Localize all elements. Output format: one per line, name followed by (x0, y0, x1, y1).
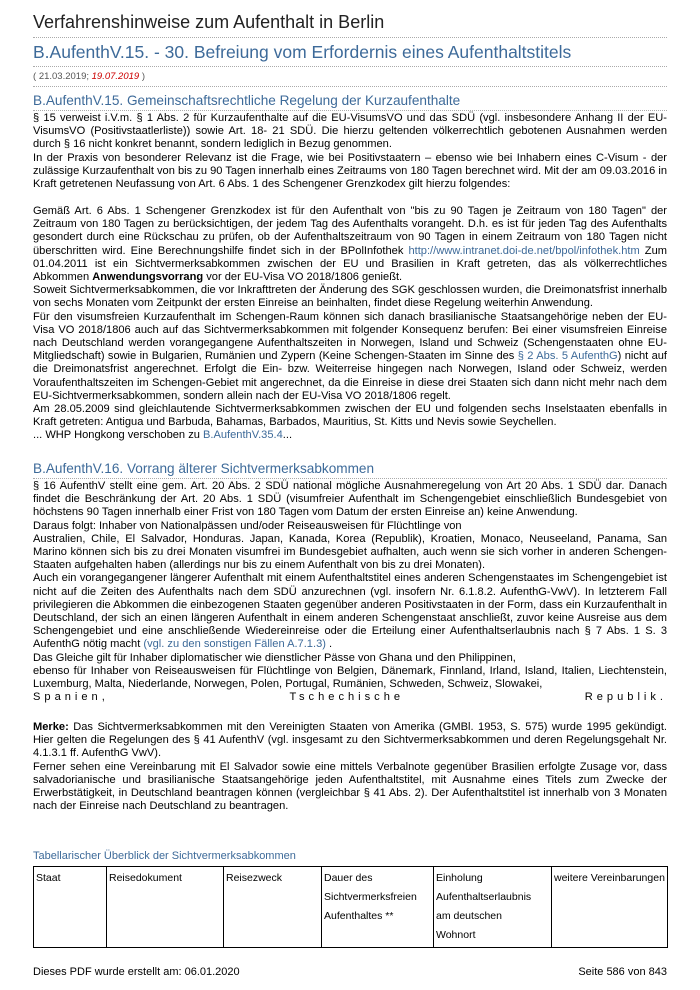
paragraph: Auch ein vorangegangener längerer Aufenthalt mit einem Aufenthaltstitel eines anderen Schengenstaates im Schengengebiet ist nicht auf die Zeiten des Aufenthalts nach dem SDÜ anzurechnen (vgl. insofern Nr. 6.1.8.2. AufenthG-VwV). In letzterem Fall privilegieren die Abkommen die einbezogenen Staaten gegenüber anderen Positivstaaten in der Form, dass ein Kurzaufenthalt in Deutschland, der sich an einen längeren Aufenthalt in einem anderen Schengenstaat anschließt, zuvor keine Ausreise aus dem Schengengebiet und eine anschließende Wiedereinreise oder die Erteilung einer Aufenthaltserlaubnis nach § 7 Abs. 1 S. 3 AufenthG nötig macht (vgl. zu den sonstigen Fällen A.7.1.3) . (33, 572, 667, 651)
a-7-1-3-link[interactable]: (vgl. zu den sonstigen Fällen A.7.1.3) (143, 638, 326, 651)
merke-block (33, 721, 667, 813)
paragraph: Daraus folgt: Inhaber von Nationalpässen und/oder Reiseausweisen für Flüchtlinge von (33, 519, 462, 532)
dates-divider (33, 86, 667, 87)
subsection-16-title: B.AufenthV.16. Vorrang älterer Sichtvermerksabkommen (33, 461, 375, 476)
paragraph: Am 28.05.2009 sind gleichlautende Sichtvermerksabkommen zwischen der EU und folgenden sechs Inselstaaten ebenfalls in Kraft getreten: Antigua und Barbuda, Bahamas, Barbados, Mauritius, St. Kitts und Nevis sowie Seychellen. (33, 403, 667, 429)
paragraph: § 16 AufenthV stellt eine gem. Art. 20 Abs. 2 SDÜ national mögliche Ausnahmeregelung von Art 20 Abs. 1 SDÜ dar. Danach findet die Beschränkung der Art. 20 Abs. 1 SDÜ (visumfreier Aufenthalt im Schengengebiet einschließlich Bundesgebiet von höchstens 90 Tagen innerhalb einer Frist von 180 Tagen vom Datum der ersten Einreise an) keine Anwendung. (33, 480, 667, 519)
table-header-cell: weitere Vereinbarungen (552, 867, 668, 948)
section-dates: ( 21.03.2019; 19.07.2019 ) (33, 71, 145, 82)
subsection-15-title: B.AufenthV.15. Gemeinschaftsrechtliche Regelung der Kurzaufenthalte (33, 93, 461, 108)
table-caption: Tabellarischer Überblick der Sichtvermerksabkommen (33, 850, 296, 862)
subsection-15-body-2 (33, 205, 667, 443)
header-title: Verfahrenshinweise zum Aufenthalt in Berlin (33, 12, 385, 32)
table-header-cell: Reisezweck (224, 867, 322, 948)
footer-page-number: Seite 586 von 843 (578, 966, 667, 978)
table-header-cell: Dauer des Sichtvermerksfreien Aufenthaltes ** (322, 867, 434, 948)
paragraph: ebenso für Inhaber von Reiseausweisen für Flüchtlinge von Belgien, Dänemark, Finnland, Irland, Island, Italien, Liechtenstein, Luxemburg, Malta, Niederlande, Norwegen, Polen, Portugal, Rumänien, Schweden, Schweiz, Slowakei, (33, 664, 667, 691)
header-divider (33, 37, 667, 38)
table-header-row (34, 867, 668, 948)
section-title: B.AufenthV.15. - 30. Befreiung vom Erfordernis eines Aufenthaltstitels (33, 42, 572, 62)
subsection-15-body (33, 112, 667, 191)
table-header-cell: Einholung Aufenthaltserlaubnis am deutschen Wohnort (434, 867, 552, 948)
section-divider (33, 66, 667, 67)
paragraph: Das Gleiche gilt für Inhaber diplomatischer wie dienstlicher Pässe von Ghana und den Philippinen, (33, 651, 516, 664)
paragraph: Merke: Das Sichtvermerksabkommen mit den Vereinigten Staaten von Amerika (GMBl. 1953, S. 575) wurde 1995 gekündigt. Hier gelten die Regelungen des § 41 AufenthV (vgl. insgesamt zu den Sichtvermerksabkommen und deren Regelungsgehalt Nr. 4.1.3.1 ff. AufenthG VwV). (33, 721, 667, 760)
paragraph: § 15 verweist i.V.m. § 1 Abs. 2 für Kurzaufenthalte auf die EU-VisumsVO und das SDÜ (vgl. insbesondere Anhang II der EU-VisumsVO (Positivstaatlerliste)) sowie Art. 18- 21 SDÜ. Die hierzu geltenden völkerrechtlich gebotenen Ausnahmen werden durch § 16 nicht konkret benannt, sondern lediglich in Bezug genommen. (33, 112, 667, 151)
table-header-cell: Staat (34, 867, 107, 948)
subsection-16-body (33, 480, 667, 704)
date-version-2[interactable]: 19.07.2019 (91, 71, 140, 82)
agreements-table (33, 866, 668, 948)
footer-created: Dieses PDF wurde erstellt am: 06.01.2020 (33, 966, 240, 978)
date-version-1: 21.03.2019 (38, 71, 87, 82)
paragraph: Australien, Chile, El Salvador, Honduras. Japan, Kanada, Korea (Republik), Kroatien, Monaco, Neuseeland, Panama, San Marino können sich bis zu drei Monaten visumfrei im Bundesgebiet aufhalten, auch wenn sie sich vorher in anderen Schengen-Staaten aufgehalten haben (allerdings nur bis zu einem Aufenthalt von bis zu drei Monaten). (33, 532, 667, 572)
subsection-16-divider (33, 478, 667, 479)
table-header-cell: Reisedokument (107, 867, 224, 948)
paragraph: Für den visumsfreien Kurzaufenthalt im Schengen-Raum können sich danach brasilianische Staatsangehörige neben der EU-Visa VO 2018/1806 auch auf das Sichtvermerksabkommen mit folgender Konsequenz berufen: Bei einer visumsfreien Einreise nach Deutschland werden vorangegangene Aufenthaltszeiten in Norwegen, Island und Schweiz (Schengenstaaten ohne EU-Mitgliedschaft) sowie in Bulgarien, Rumänien und Zypern (Keine Schengen-Staaten im Sinne des § 2 Abs. 5 AufenthG) nicht auf die Dreimonatsfrist angerechnet. Erfolgt die Ein- bzw. Weiterreise hingegen nach Norwegen, Island oder Schweiz, werden Voraufenthaltszeiten im Schengen-Gebiet mit angerechnet, da die Einreise in diese drei Staaten sich dann nicht mehr nach dem EU-Sichtvermerksabkommen, sondern allein nach der EU-Visa VO 2018/1806 regelt. (33, 310, 668, 402)
aufenthg-link[interactable]: § 2 Abs. 5 AufenthG (517, 350, 618, 363)
aufenthv-35-4-link[interactable]: B.AufenthV.35.4 (203, 429, 283, 442)
paragraph: ... WHP Hongkong verschoben zu B.AufenthV.35.4... (33, 429, 293, 442)
paragraph: Gemäß Art. 6 Abs. 1 Schengener Grenzkodex ist für den Aufenthalt von "bis zu 90 Tagen je Zeitraum von 180 Tagen" der Zeitraum von 180 Tagen zu berücksichtigen, der jedem Tag des Aufenthalts vorangeht. D.h. es ist für jeden Tag des Aufenthalts gesondert durch eine Rückschau zu prüfen, ob der Aufenthaltszeitraum von 90 Tagen in einem Zeitraum von 180 Tagen nicht überschritten wird. Eine Berechnungshilfe findet sich in der BPolInfothek http://www.intranet.doi-de.net/bpol/infothek.htm Zum 01.04.2011 ist ein Sichtvermerksabkommen zwischen der EU und Brasilien in Kraft getreten, das als völkerrechtliches Abkommen Anwendungsvorrang vor der EU-Visa VO 2018/1806 genießt. (33, 205, 667, 284)
infothek-link[interactable]: http://www.intranet.doi-de.net/bpol/infothek.htm (408, 244, 640, 257)
paragraph: Ferner sehen eine Vereinbarung mit El Salvador sowie eine mittels Verbalnote gegenüber Brasilien erfolgte Zusage vor, dass salvadorianische und brasilianische Staatsangehörige jeden Aufenthaltstitel, mit Ausnahme eines Titels zum Zwecke der Erwerbstätigkeit, in Deutschland beantragen können (vergleichbar § 41 Abs. 2). Der Aufenthaltstitel ist innerhalb von 3 Monaten nach der Einreise nach Deutschland zu beantragen. (33, 760, 667, 813)
subsection-15-divider (33, 110, 667, 111)
paragraph: Soweit Sichtvermerksabkommen, die vor Inkrafttreten der Änderung des SGK geschlossen wurden, die Dreimonatsfrist innerhalb von sechs Monaten vom Zeitpunkt der ersten Einreise an beinhalten, findet diese Regelung weiterhin Anwendung. (33, 284, 667, 310)
paragraph: In der Praxis von besonderer Relevanz ist die Frage, wie bei Positivstaatern – ebenso wie bei Inhabern eines C-Visum - der zulässige Kurzaufenthalt von bis zu 90 Tagen innerhalb eines Zeitraums von 180 Tagen berechnet wird. Mit der am 09.03.2016 in Kraft getretenen Neufassung von Art. 6 Abs. 1 des Schengener Grenzkodex gilt hierzu folgendes: (33, 151, 667, 191)
paragraph-spaced-line: Spanien, Tschechische Republik. (33, 691, 667, 704)
